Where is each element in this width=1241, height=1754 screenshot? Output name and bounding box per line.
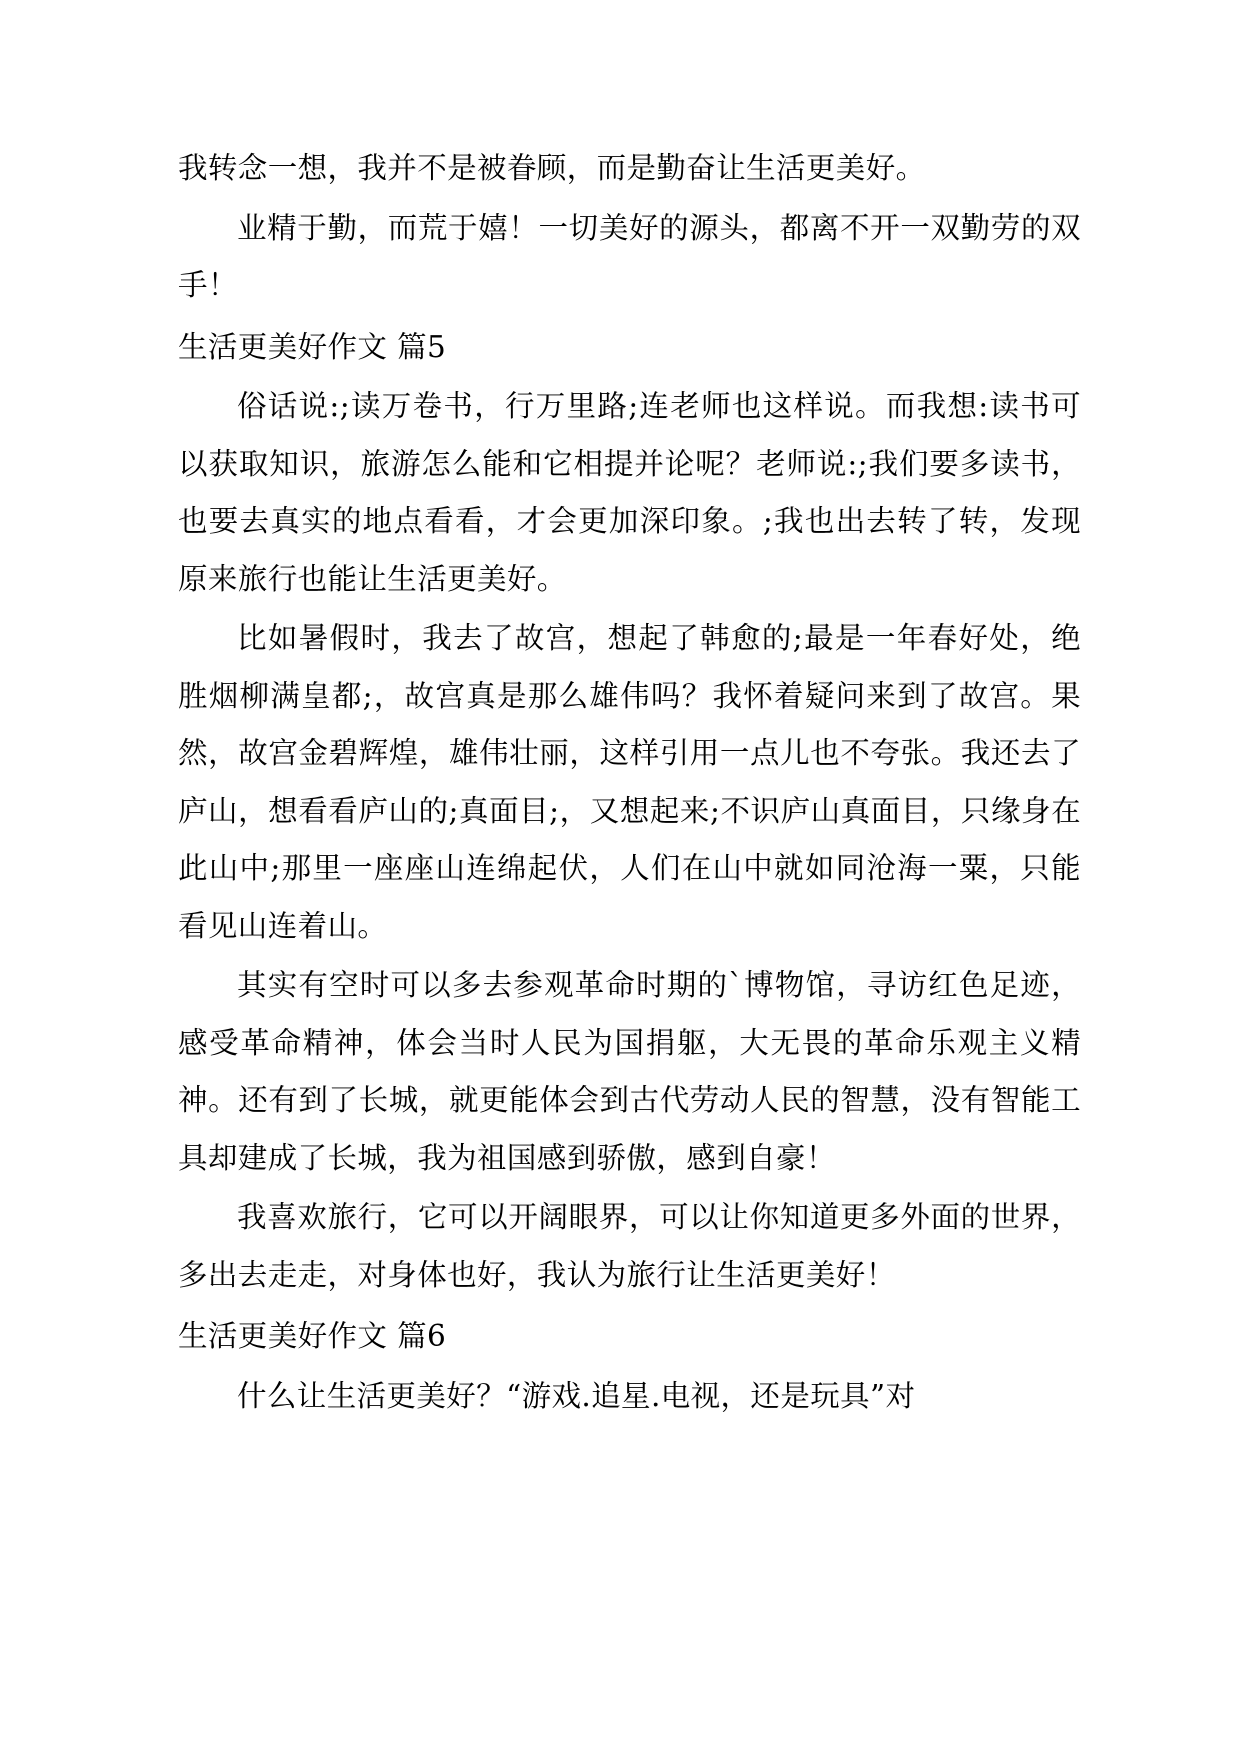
section-heading-pian5: 生活更美好作文 篇5 [178,329,447,364]
paragraph-5: 其实有空时可以多去参观革命时期的`博物馆，寻访红色足迹，感受革命精神，体会当时人民为国捐躯，大无畏的革命乐观主义精神。还有到了长城，就更能体会到古代劳动人民的智慧，没有智能工具却建成了长城，我为祖国感到骄傲，感到自豪！ [178,968,1081,1175]
paragraph-7: 什么让生活更美好？“游戏.追星.电视，还是玩具”对 [237,1378,916,1413]
paragraph-2: 业精于勤，而荒于嬉！一切美好的源头，都离不开一双勤劳的双手！ [178,210,1081,303]
paragraph-6: 我喜欢旅行，它可以开阔眼界，可以让你知道更多外面的世界，多出去走走，对身体也好，我认为旅行让生活更美好！ [178,1200,1081,1292]
paragraph-1: 我转念一想，我并不是被眷顾，而是勤奋让生活更美好。 [178,151,926,185]
paragraph-3: 俗话说:;读万卷书，行万里路;连老师也这样说。而我想:读书可以获取知识，旅游怎么能和它相提并论呢？老师说:;我们要多读书，也要去真实的地点看看，才会更加深印象。;我也出去转了转，发现原来旅行也能让生活更美好。 [178,389,1081,596]
document-body [178,140,1081,1425]
section-heading-pian6: 生活更美好作文 篇6 [178,1319,447,1354]
paragraph-4: 比如暑假时，我去了故宫，想起了韩愈的;最是一年春好处，绝胜烟柳满皇都;，故宫真是那么雄伟吗？我怀着疑问来到了故宫。果然，故宫金碧辉煌，雄伟壮丽，这样引用一点儿也不夸张。我还去了庐山，想看看庐山的;真面目;，又想起来;不识庐山真面目，只缘身在此山中;那里一座座山连绵起伏，人们在山中就如同沧海一粟，只能看见山连着山。 [178,621,1081,943]
